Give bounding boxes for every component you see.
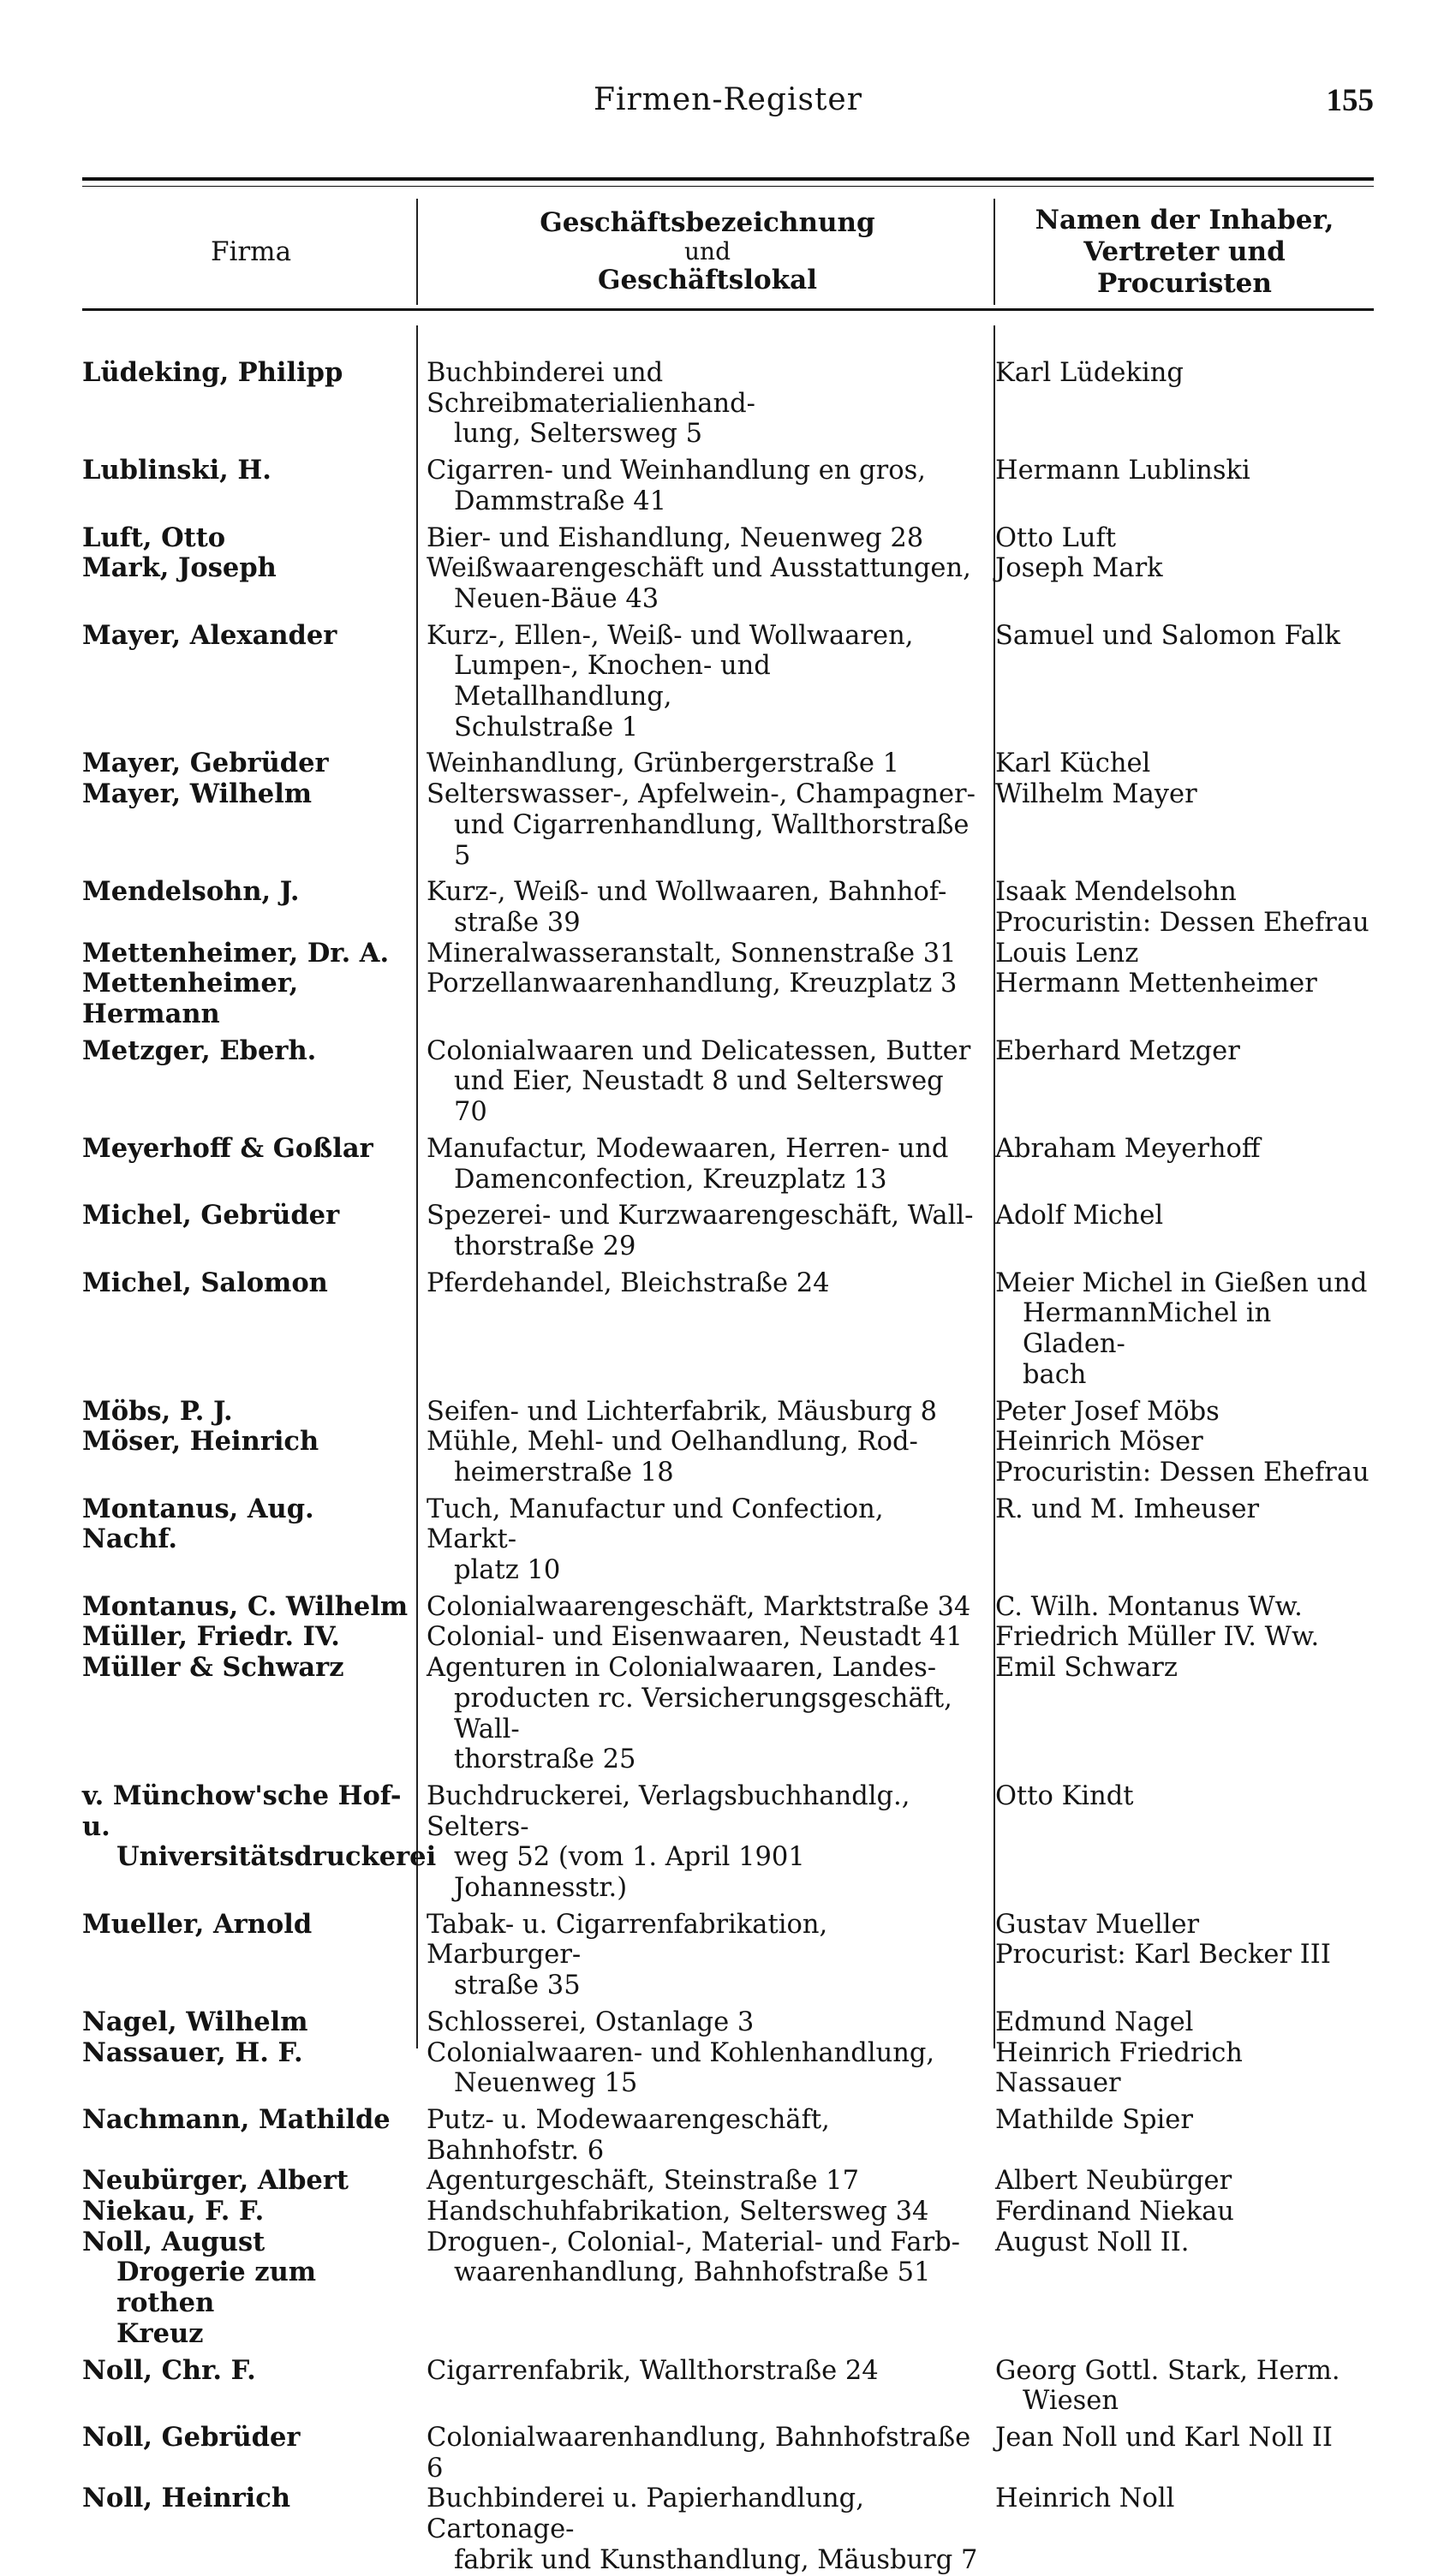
firm-name-line: Müller, Friedr. IV.	[82, 1621, 340, 1653]
owner-names-line: Wiesen	[1023, 2386, 1119, 2417]
business-description-line: Bier- und Eishandlung, Neuenweg 28	[427, 522, 924, 553]
firm-name-line: Nachmann, Mathilde	[82, 2103, 391, 2135]
owner-names	[987, 1494, 1374, 1586]
running-title: Firmen-Register	[594, 82, 862, 117]
business-description-line: Cigarren- und Weinhandlung en gros,	[427, 456, 926, 486]
register-entry	[82, 523, 1374, 554]
business-description-line: und Cigarrenhandlung, Wallthorstraße 5	[454, 809, 970, 871]
owner-names-line: Mathilde Spier	[995, 2104, 1193, 2135]
business-description-line: Buchbinderei u. Papierhandlung, Cartonage-	[427, 2484, 864, 2545]
business-description-line: producten rc. Versicherungsgeschäft, Wall-	[454, 1683, 952, 1744]
owner-names	[987, 2356, 1374, 2417]
business-description-line: Colonialwaarengeschäft, Marktstraße 34	[427, 1591, 971, 1622]
firm-name	[82, 969, 420, 1029]
owner-names	[987, 1201, 1374, 1261]
owner-names	[987, 358, 1374, 450]
owner-names-line: Hermann Mettenheimer	[995, 969, 1317, 999]
firm-name	[82, 1036, 420, 1128]
register-entry	[82, 2197, 1374, 2227]
owner-names-line: C. Wilh. Montanus Ww.	[995, 1591, 1303, 1622]
owner-names-line: Heinrich Friedrich Nassauer	[995, 2037, 1243, 2099]
column-header-owners-line2: Vertreter und Procuristen	[1083, 236, 1286, 299]
register-entry	[82, 779, 1374, 871]
business-description-line: Cigarrenfabrik, Wallthorstraße 24	[427, 2355, 879, 2386]
owner-names-line: Procuristin: Dessen Ehefrau	[995, 907, 1369, 938]
business-description	[420, 358, 987, 450]
firm-name-line: Michel, Gebrüder	[82, 1200, 340, 1231]
owner-names-line: Hermann Lublinski	[995, 456, 1250, 486]
register-entry	[82, 2423, 1374, 2484]
register-entry	[82, 1494, 1374, 1586]
business-description-line: Porzellanwaarenhandlung, Kreuzplatz 3	[427, 969, 958, 999]
business-description-line: weg 52 (vom 1. April 1901 Johannesstr.)	[454, 1842, 805, 1904]
register-entry	[82, 2166, 1374, 2197]
firm-name-line: Lublinski, H.	[82, 455, 272, 486]
firm-name	[82, 748, 420, 779]
owner-names-line: Procurist: Karl Becker III	[995, 1940, 1331, 1971]
owner-names-line: Heinrich Noll	[995, 2484, 1175, 2514]
business-description	[420, 2197, 987, 2227]
firm-name	[82, 779, 420, 871]
owner-names	[987, 621, 1374, 743]
business-description-line: straße 35	[454, 1971, 581, 2001]
owner-names	[987, 1397, 1374, 1428]
business-description-line: Handschuhfabrikation, Seltersweg 34	[427, 2197, 929, 2227]
business-description-line: Kurz-, Weiß- und Wollwaaren, Bahnhof-	[427, 877, 947, 908]
firm-name-line: Montanus, C. Wilhelm	[82, 1590, 409, 1622]
business-description	[420, 2484, 987, 2575]
business-description-line: fabrik und Kunsthandlung, Mäusburg 7	[454, 2544, 978, 2575]
page-number: 155	[1326, 83, 1374, 118]
owner-names	[987, 2007, 1374, 2038]
business-description	[420, 553, 987, 614]
register-entry	[82, 1910, 1374, 2001]
firm-name	[82, 2105, 420, 2166]
business-description-line: Colonial- und Eisenwaaren, Neustadt 41	[427, 1622, 963, 1653]
business-description-line: Mineralwasseranstalt, Sonnenstraße 31	[427, 938, 957, 969]
business-description-line: Schlosserei, Ostanlage 3	[427, 2007, 755, 2037]
register-entries	[82, 358, 1374, 2576]
owner-names	[987, 1134, 1374, 1195]
column-header-owners-line1: Namen der Inhaber,	[1035, 204, 1334, 236]
firm-name-line: Nagel, Wilhelm	[82, 2006, 308, 2037]
firm-name	[82, 939, 420, 969]
business-description-line: Dammstraße 41	[454, 486, 667, 516]
register-entry	[82, 1268, 1374, 1391]
business-description-line: Neuenweg 15	[454, 2068, 638, 2099]
owner-names	[987, 1910, 1374, 2001]
owner-names	[987, 1653, 1374, 1775]
business-description-line: thorstraße 29	[454, 1231, 636, 1261]
business-description-line: Kurz-, Ellen-, Weiß- und Wollwaaren,	[427, 620, 914, 651]
business-description	[420, 1397, 987, 1428]
register-entry	[82, 1427, 1374, 1488]
owner-names-line: Jean Noll und Karl Noll II	[995, 2423, 1333, 2453]
business-description	[420, 1036, 987, 1128]
firm-name	[82, 877, 420, 938]
business-description-line: Neuen-Bäue 43	[454, 583, 659, 614]
business-description-line: Schulstraße 1	[454, 712, 639, 742]
owner-names	[987, 553, 1374, 614]
owner-names	[987, 1268, 1374, 1391]
register-entry	[82, 877, 1374, 938]
business-description-line: Buchdruckerei, Verlagsbuchhandlg., Selters-	[427, 1780, 910, 1842]
firm-name-line: Möbs, P. J.	[82, 1395, 233, 1427]
business-description	[420, 1201, 987, 1261]
column-header-owners	[995, 197, 1374, 307]
business-description	[420, 1622, 987, 1653]
firm-name	[82, 1268, 420, 1391]
firm-name	[82, 1397, 420, 1428]
business-description-line: Droguen-, Colonial-, Material- und Farb-	[427, 2227, 960, 2257]
firm-name-line: Michel, Salomon	[82, 1267, 328, 1298]
owner-names-line: Georg Gottl. Stark, Herm.	[995, 2355, 1340, 2386]
business-description-line: Colonialwaaren- und Kohlenhandlung,	[427, 2037, 935, 2068]
business-description	[420, 969, 987, 1029]
business-description	[420, 1592, 987, 1623]
business-description-line: heimerstraße 18	[454, 1457, 674, 1488]
owner-names-line: Edmund Nagel	[995, 2007, 1194, 2037]
firm-name-line: Neubürger, Albert	[82, 2165, 349, 2197]
firm-name-line: Niekau, F. F.	[82, 2196, 265, 2227]
owner-names-line: Samuel und Salomon Falk	[995, 620, 1340, 651]
owner-names-line: Abraham Meyerhoff	[995, 1133, 1261, 1164]
firm-name	[82, 621, 420, 743]
register-entry	[82, 2356, 1374, 2417]
owner-names-line: August Noll II.	[995, 2227, 1190, 2257]
firm-name-line: Montanus, Aug. Nachf.	[82, 1493, 314, 1555]
owner-names-line: Meier Michel in Gießen und	[995, 1267, 1368, 1298]
owner-names-line: Karl Küchel	[995, 748, 1151, 779]
business-description-line: Weinhandlung, Grünbergerstraße 1	[427, 748, 899, 779]
firm-name-line: Müller & Schwarz	[82, 1652, 344, 1684]
register-entry	[82, 1781, 1374, 1904]
business-description-line: lung, Seltersweg 5	[454, 419, 702, 450]
firm-name-line: Mendelsohn, J.	[82, 876, 300, 908]
register-entry	[82, 748, 1374, 779]
business-description	[420, 1427, 987, 1488]
firm-name	[82, 2356, 420, 2417]
top-double-rule	[82, 177, 1374, 187]
register-entry	[82, 939, 1374, 969]
register-entry	[82, 1134, 1374, 1195]
business-description	[420, 748, 987, 779]
firm-name	[82, 1201, 420, 1261]
owner-names	[987, 1781, 1374, 1904]
register-entry	[82, 969, 1374, 1029]
business-description-line: straße 39	[454, 907, 581, 938]
owner-names	[987, 877, 1374, 938]
page-header	[82, 82, 1374, 134]
business-description-line: Lumpen-, Knochen- und Metallhandlung,	[454, 651, 771, 713]
firm-name-line: Noll, Chr. F.	[82, 2354, 256, 2386]
firm-name-line: Mayer, Alexander	[82, 619, 337, 651]
column-divider-2-header	[994, 199, 995, 305]
business-description-line: Seifen- und Lichterfabrik, Mäusburg 8	[427, 1396, 938, 1427]
owner-names	[987, 2227, 1374, 2350]
register-entry	[82, 1201, 1374, 1261]
business-description-line: Buchbinderei und Schreibmaterialienhand-	[427, 358, 755, 419]
business-description	[420, 523, 987, 554]
business-description	[420, 2105, 987, 2166]
register-entry	[82, 358, 1374, 450]
business-description	[420, 621, 987, 743]
firm-name	[82, 1494, 420, 1586]
owner-names-line: Ferdinand Niekau	[995, 2197, 1234, 2227]
firm-name-line: Meyerhoff & Goßlar	[82, 1132, 373, 1164]
business-description	[420, 779, 987, 871]
owner-names	[987, 2038, 1374, 2099]
firm-name-line: Kreuz	[116, 2317, 204, 2349]
business-description	[420, 2166, 987, 2197]
owner-names-line: Louis Lenz	[995, 938, 1139, 969]
firm-name-line: Mueller, Arnold	[82, 1908, 313, 1940]
column-header-business-line3: Geschäftslokal	[597, 265, 818, 295]
firm-name	[82, 1427, 420, 1488]
business-description	[420, 2423, 987, 2484]
business-description	[420, 2007, 987, 2038]
owner-names-line: Eberhard Metzger	[995, 1035, 1240, 1066]
owner-names-line: Otto Kindt	[995, 1780, 1134, 1811]
firm-name	[82, 1780, 437, 1904]
register-entry	[82, 1622, 1374, 1653]
owner-names-line: Joseph Mark	[995, 553, 1163, 584]
register-entry	[82, 553, 1374, 614]
owner-names-line: Peter Josef Möbs	[995, 1396, 1220, 1427]
firm-name-line: Mettenheimer, Dr. A.	[82, 937, 390, 969]
firm-name-line: v. Münchow'sche Hof- u.	[82, 1780, 402, 1842]
column-header-business-line2: und	[684, 237, 731, 265]
firm-name-line: Noll, August	[82, 2226, 266, 2257]
firm-name	[82, 1134, 420, 1195]
register-entry	[82, 621, 1374, 743]
owner-names-line: Gustav Mueller	[995, 1909, 1200, 1940]
owner-names	[987, 2105, 1374, 2166]
owner-names-line: Adolf Michel	[995, 1201, 1164, 1231]
owner-names-line: Emil Schwarz	[995, 1653, 1178, 1684]
business-description-line: Manufactur, Modewaaren, Herren- und	[427, 1133, 949, 1164]
firm-name-line: Noll, Gebrüder	[82, 2422, 301, 2453]
firm-name-line: Universitätsdruckerei	[116, 1841, 437, 1873]
owner-names	[987, 1622, 1374, 1653]
firm-name	[82, 2423, 420, 2484]
business-description	[420, 1134, 987, 1195]
owner-names	[987, 2197, 1374, 2227]
business-description-line: thorstraße 25	[454, 1744, 636, 1775]
business-description	[420, 1653, 987, 1775]
firm-name	[82, 2197, 420, 2227]
business-description	[420, 1494, 987, 1586]
owner-names	[987, 2166, 1374, 2197]
owner-names	[987, 1592, 1374, 1623]
owner-names-line: Isaak Mendelsohn	[995, 877, 1237, 908]
column-header-business-line1: Geschäftsbezeichnung	[540, 207, 875, 238]
owner-names	[987, 969, 1374, 1029]
owner-names-line: Wilhelm Mayer	[995, 779, 1197, 810]
owner-names	[987, 779, 1374, 871]
business-description-line: Mühle, Mehl- und Oelhandlung, Rod-	[427, 1427, 918, 1458]
firm-name	[82, 456, 420, 516]
firm-name-line: Mayer, Wilhelm	[82, 778, 313, 810]
owner-names-line: Heinrich Möser	[995, 1427, 1203, 1458]
owner-names-line: Albert Neubürger	[995, 2166, 1232, 2197]
business-description-line: Selterswasser-, Apfelwein-, Champagner-	[427, 779, 976, 810]
owner-names-line: Karl Lüdeking	[995, 358, 1184, 388]
business-description-line: Weißwaarengeschäft und Ausstattungen,	[427, 553, 971, 584]
firm-name	[82, 2484, 420, 2575]
firm-name-line: Möser, Heinrich	[82, 1426, 319, 1458]
firm-name-line: Mark, Joseph	[82, 552, 277, 584]
business-description-line: Colonialwaaren und Delicatessen, Butter	[427, 1035, 971, 1066]
column-divider-1-header	[416, 199, 418, 305]
register-entry	[82, 2038, 1374, 2099]
business-description-line: Tuch, Manufactur und Confection, Markt-	[427, 1494, 884, 1555]
register-entry	[82, 2484, 1374, 2575]
firm-name	[82, 2166, 420, 2197]
owner-names	[987, 456, 1374, 516]
register-entry	[82, 1592, 1374, 1623]
firm-name	[82, 2038, 420, 2099]
firm-name	[82, 1592, 420, 1623]
owner-names-line: Friedrich Müller IV. Ww.	[995, 1622, 1320, 1653]
firm-name-line: Lüdeking, Philipp	[82, 357, 343, 388]
owner-names	[987, 523, 1374, 554]
business-description-line: Tabak- u. Cigarrenfabrikation, Marburger-	[427, 1909, 828, 1971]
business-description-line: Putz- u. Modewaarengeschäft, Bahnhofstr. 6	[427, 2104, 830, 2166]
business-description-line: Agenturgeschäft, Steinstraße 17	[427, 2166, 859, 2197]
business-description-line: platz 10	[454, 1555, 561, 1586]
business-description	[420, 939, 987, 969]
register-entry	[82, 2227, 1374, 2350]
owner-names-line: Procuristin: Dessen Ehefrau	[995, 1457, 1369, 1488]
firm-name	[82, 358, 420, 450]
firm-name-line: Metzger, Eberh.	[82, 1035, 317, 1066]
column-header-business	[420, 197, 995, 307]
firm-name-line: Mettenheimer, Hermann	[82, 968, 299, 1030]
owner-names	[987, 1036, 1374, 1128]
owner-names-line: Otto Luft	[995, 522, 1117, 553]
owner-names	[987, 1427, 1374, 1488]
business-description-line: Colonialwaarenhandlung, Bahnhofstraße 6	[427, 2423, 971, 2484]
register-entry	[82, 2105, 1374, 2166]
register-entry	[82, 1036, 1374, 1128]
business-description	[420, 1910, 987, 2001]
owner-names	[987, 748, 1374, 779]
owner-names	[987, 2423, 1374, 2484]
firm-name-line: Noll, Heinrich	[82, 2483, 291, 2514]
business-description	[420, 2356, 987, 2417]
firm-name-line: Luft, Otto	[82, 522, 226, 553]
register-entry	[82, 1397, 1374, 1428]
business-description-line: Damenconfection, Kreuzplatz 13	[454, 1164, 887, 1195]
business-description-line: waarenhandlung, Bahnhofstraße 51	[454, 2257, 931, 2288]
firm-name	[82, 2227, 420, 2350]
firm-name	[82, 1653, 420, 1775]
business-description-line: Pferdehandel, Bleichstraße 24	[427, 1267, 830, 1298]
business-description	[420, 2227, 987, 2350]
register-entry	[82, 456, 1374, 516]
firm-name	[82, 523, 420, 554]
firm-name-line: Nassauer, H. F.	[82, 2036, 303, 2068]
firm-name-line: Drogerie zum rothen	[116, 2257, 317, 2319]
column-header-firm	[82, 197, 420, 307]
owner-names	[987, 939, 1374, 969]
column-header-firm-label: Firma	[210, 236, 292, 267]
business-description	[420, 1268, 987, 1391]
business-description-line: Spezerei- und Kurzwaarengeschäft, Wall-	[427, 1201, 974, 1231]
business-description-line: Agenturen in Colonialwaaren, Landes-	[427, 1653, 937, 1684]
firm-name	[82, 553, 420, 614]
firm-name	[82, 1622, 420, 1653]
owner-names-line: R. und M. Imheuser	[995, 1494, 1260, 1524]
business-description-line: und Eier, Neustadt 8 und Seltersweg 70	[454, 1066, 944, 1128]
owner-names	[987, 2484, 1374, 2575]
firm-name-line: Mayer, Gebrüder	[82, 748, 329, 779]
firm-name	[82, 1910, 420, 2001]
business-description	[420, 877, 987, 938]
register-entry	[82, 2007, 1374, 2038]
firm-name	[82, 2007, 420, 2038]
owner-names-line: bach	[1023, 1359, 1087, 1390]
header-rule	[82, 308, 1374, 311]
register-entry	[82, 1653, 1374, 1775]
business-description	[420, 1781, 987, 1904]
business-description	[420, 456, 987, 516]
owner-names-line: HermannMichel in Gladen-	[1023, 1298, 1272, 1360]
business-description	[420, 2038, 987, 2099]
